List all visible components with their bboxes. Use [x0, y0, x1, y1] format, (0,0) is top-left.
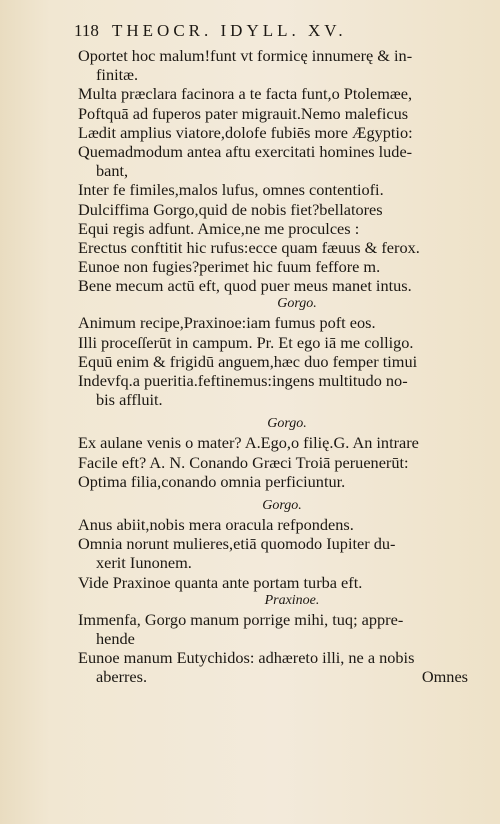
text-line: bant,: [96, 161, 129, 181]
poem-text: [78, 46, 476, 686]
text-line: Multa præclara facinora a te facta funt,o Ptolemæe,: [78, 84, 413, 104]
text-line: Inter fe fimiles,malos lufus, omnes contentiofi.: [78, 180, 384, 200]
text-line: Oportet hoc malum!funt vt formicę innumerę & in-: [78, 46, 413, 65]
page-number: 118: [74, 21, 99, 40]
text-line: Immenfa, Gorgo manum porrige mihi, tuq; appre-: [78, 609, 404, 629]
text-line: [78, 667, 476, 686]
text-line: Equū enim & frigidū anguem,hæc duo femper timui: [78, 351, 418, 371]
text-line: xerit Iunonem.: [96, 553, 192, 573]
text-line: Vide Praxinoe quanta ante portam turba eft.: [78, 572, 363, 592]
speaker-heading: Praxinoe.: [264, 592, 320, 608]
text-line: Omnia norunt mulieres,etiā quomodo Iupiter du-: [78, 534, 396, 554]
text-line: Illi proceſſerūt in campum. Pr. Et ego iā me colligo.: [78, 332, 414, 352]
text-line: Poftquā ad fuperos pater migrauit.Nemo maleficus: [78, 103, 409, 123]
catchword: Omnes: [421, 667, 468, 687]
text-line: Animum recipe,Praxinoe:iam fumus poft eos.: [78, 313, 376, 333]
speaker-heading: Gorgo.: [262, 497, 302, 513]
text-line: Eunoe non fugies?perimet hic fuum feffore m.: [78, 257, 381, 277]
text-line: bis affluit.: [96, 390, 163, 410]
text-line: Anus abiit,nobis mera oracula refpondens.: [78, 514, 354, 534]
text-line: Quemadmodum antea aftu exercitati homines lude-: [78, 141, 413, 161]
text-line: finitæ.: [96, 65, 139, 85]
running-title: THEOCR. IDYLL. XV.: [112, 21, 347, 40]
text-line: Bene mecum actū eft, quod puer meus manet intus.: [78, 276, 412, 296]
text-line: Facile eft? A. N. Conando Græci Troiā peruenerūt:: [78, 452, 409, 472]
text-line: Ex aulane venis o mater? A.Ego,o filię.G. An intrare: [78, 433, 419, 453]
text-line: Dulciffima Gorgo,quid de nobis fiet?bellatores: [78, 199, 383, 219]
text-line: Equi regis adfunt. Amice,ne me proculces :: [78, 218, 360, 238]
page-header: [74, 21, 474, 43]
text-line: Indevfq.a pueritia.feftinemus:ingens multitudo no-: [78, 371, 408, 390]
text-line: Erectus conftitit hic rufus:ecce quam fæuus & ferox.: [78, 237, 420, 257]
text-line: Optima filia,conando omnia perficiuntur.: [78, 471, 346, 491]
text-line: hende: [96, 628, 135, 648]
speaker-heading: Gorgo.: [277, 296, 317, 312]
text-line: Lædit amplius viatore,dolofe fubiēs more Ægyptio:: [78, 122, 413, 142]
text-line-content: aberres.: [96, 667, 148, 687]
text-line: Eunoe manum Eutychidos: adhæreto illi, ne a nobis: [78, 648, 415, 668]
speaker-heading: Gorgo.: [267, 416, 307, 432]
